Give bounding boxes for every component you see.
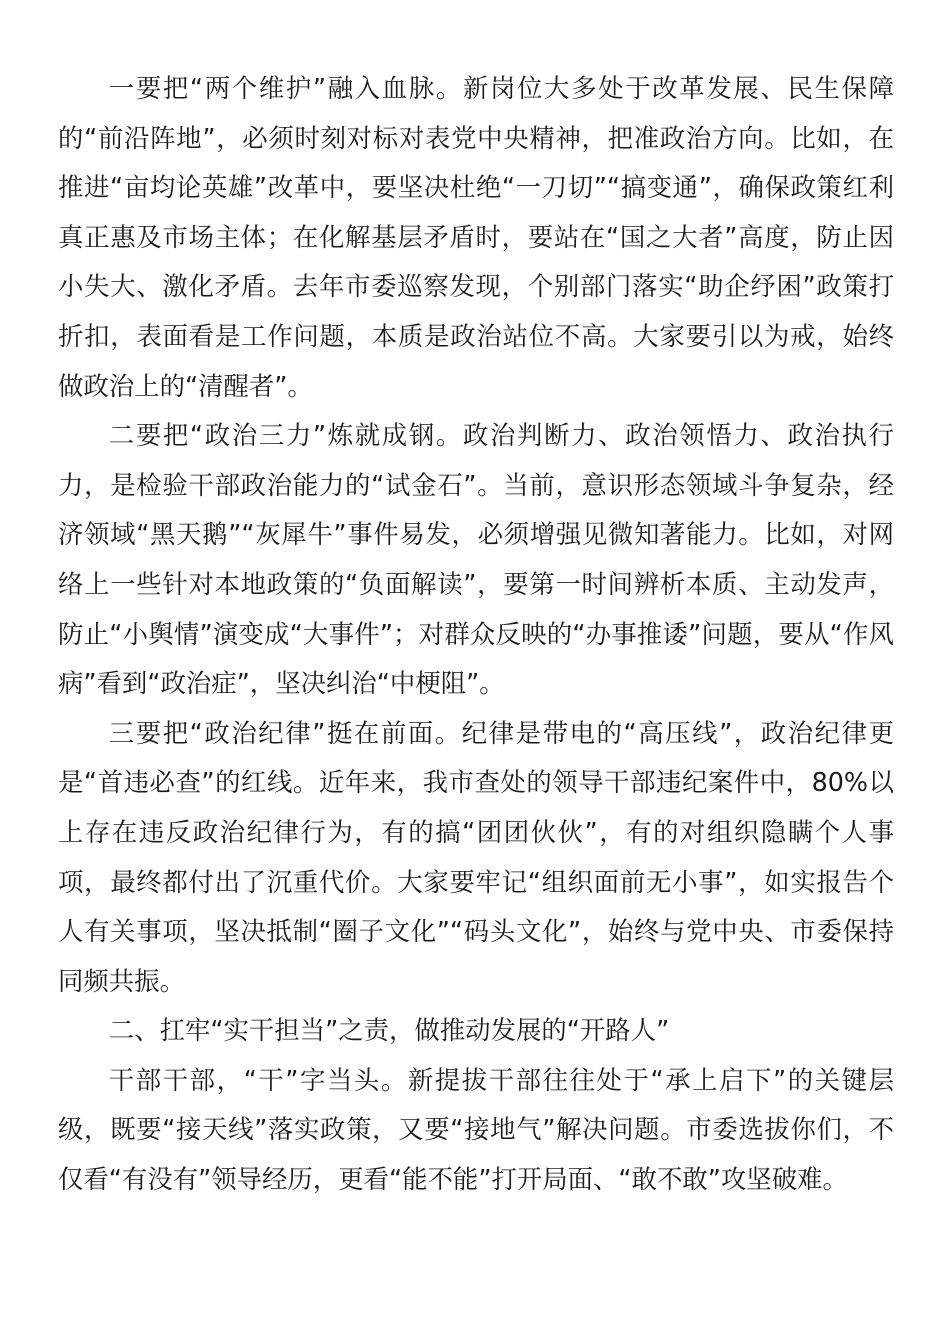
section-heading: 二、扛牢“实干担当”之责，做推动发展的“开路人” [108,1015,670,1046]
paragraph-political-abilities: 二要把“政治三力”炼就成钢。政治判断力、政治领悟力、政治执行力，是检验干部政治能力的“试金石”。当前，意识形态领域斗争复杂，经济领域“黑天鹅”“灰犀牛”事件易发，必须增强见微知著能力。比如，对网络上一些针对本地政策的“负面解读”，要第一时间辨析本质、主动发声，防止“小舆情”演变成“大事件”；对群众反映的“办事推诿”问题，要从“作风病”看到“政治症”，坚决纠治“中梗阻”。 [58,420,894,699]
paragraph-two-safeguards: 一要把“两个维护”融入血脉。新岗位大多处于改革发展、民生保障的“前沿阵地”，必须时刻对标对表党中央精神，把准政治方向。比如，在推进“亩均论英雄”改革中，要坚决杜绝“一刀切”“搞变通”，确保政策红利真正惠及市场主体；在化解基层矛盾时，要站在“国之大者”高度，防止因小失大、激化矛盾。去年市委巡察发现，个别部门落实“助企纾困”政策打折扣，表面看是工作问题，本质是政治站位不高。大家要引以为戒，始终做政治上的“清醒者”。 [58,73,894,401]
paragraph-cadre-action: 干部干部，“干”字当头。新提拔干部往往处于“承上启下”的关键层级，既要“接天线”落实政策，又要“接地气”解决问题。市委选拔你们，不仅看“有没有”领导经历，更看“能不能”打开局面、“敢不敢”攻坚破难。 [58,1064,894,1195]
document-page [58,64,894,1205]
paragraph-political-discipline: 三要把“政治纪律”挺在前面。纪律是带电的“高压线”，政治纪律更是“首违必查”的红线。近年来，我市查处的领导干部违纪案件中，80%以上存在违反政治纪律行为，有的搞“团团伙伙”，有的对组织隐瞒个人事项，最终都付出了沉重代价。大家要牢记“组织面前无小事”，如实报告个人有关事项，坚决抵制“圈子文化”“码头文化”，始终与党中央、市委保持同频共振。 [58,717,894,996]
